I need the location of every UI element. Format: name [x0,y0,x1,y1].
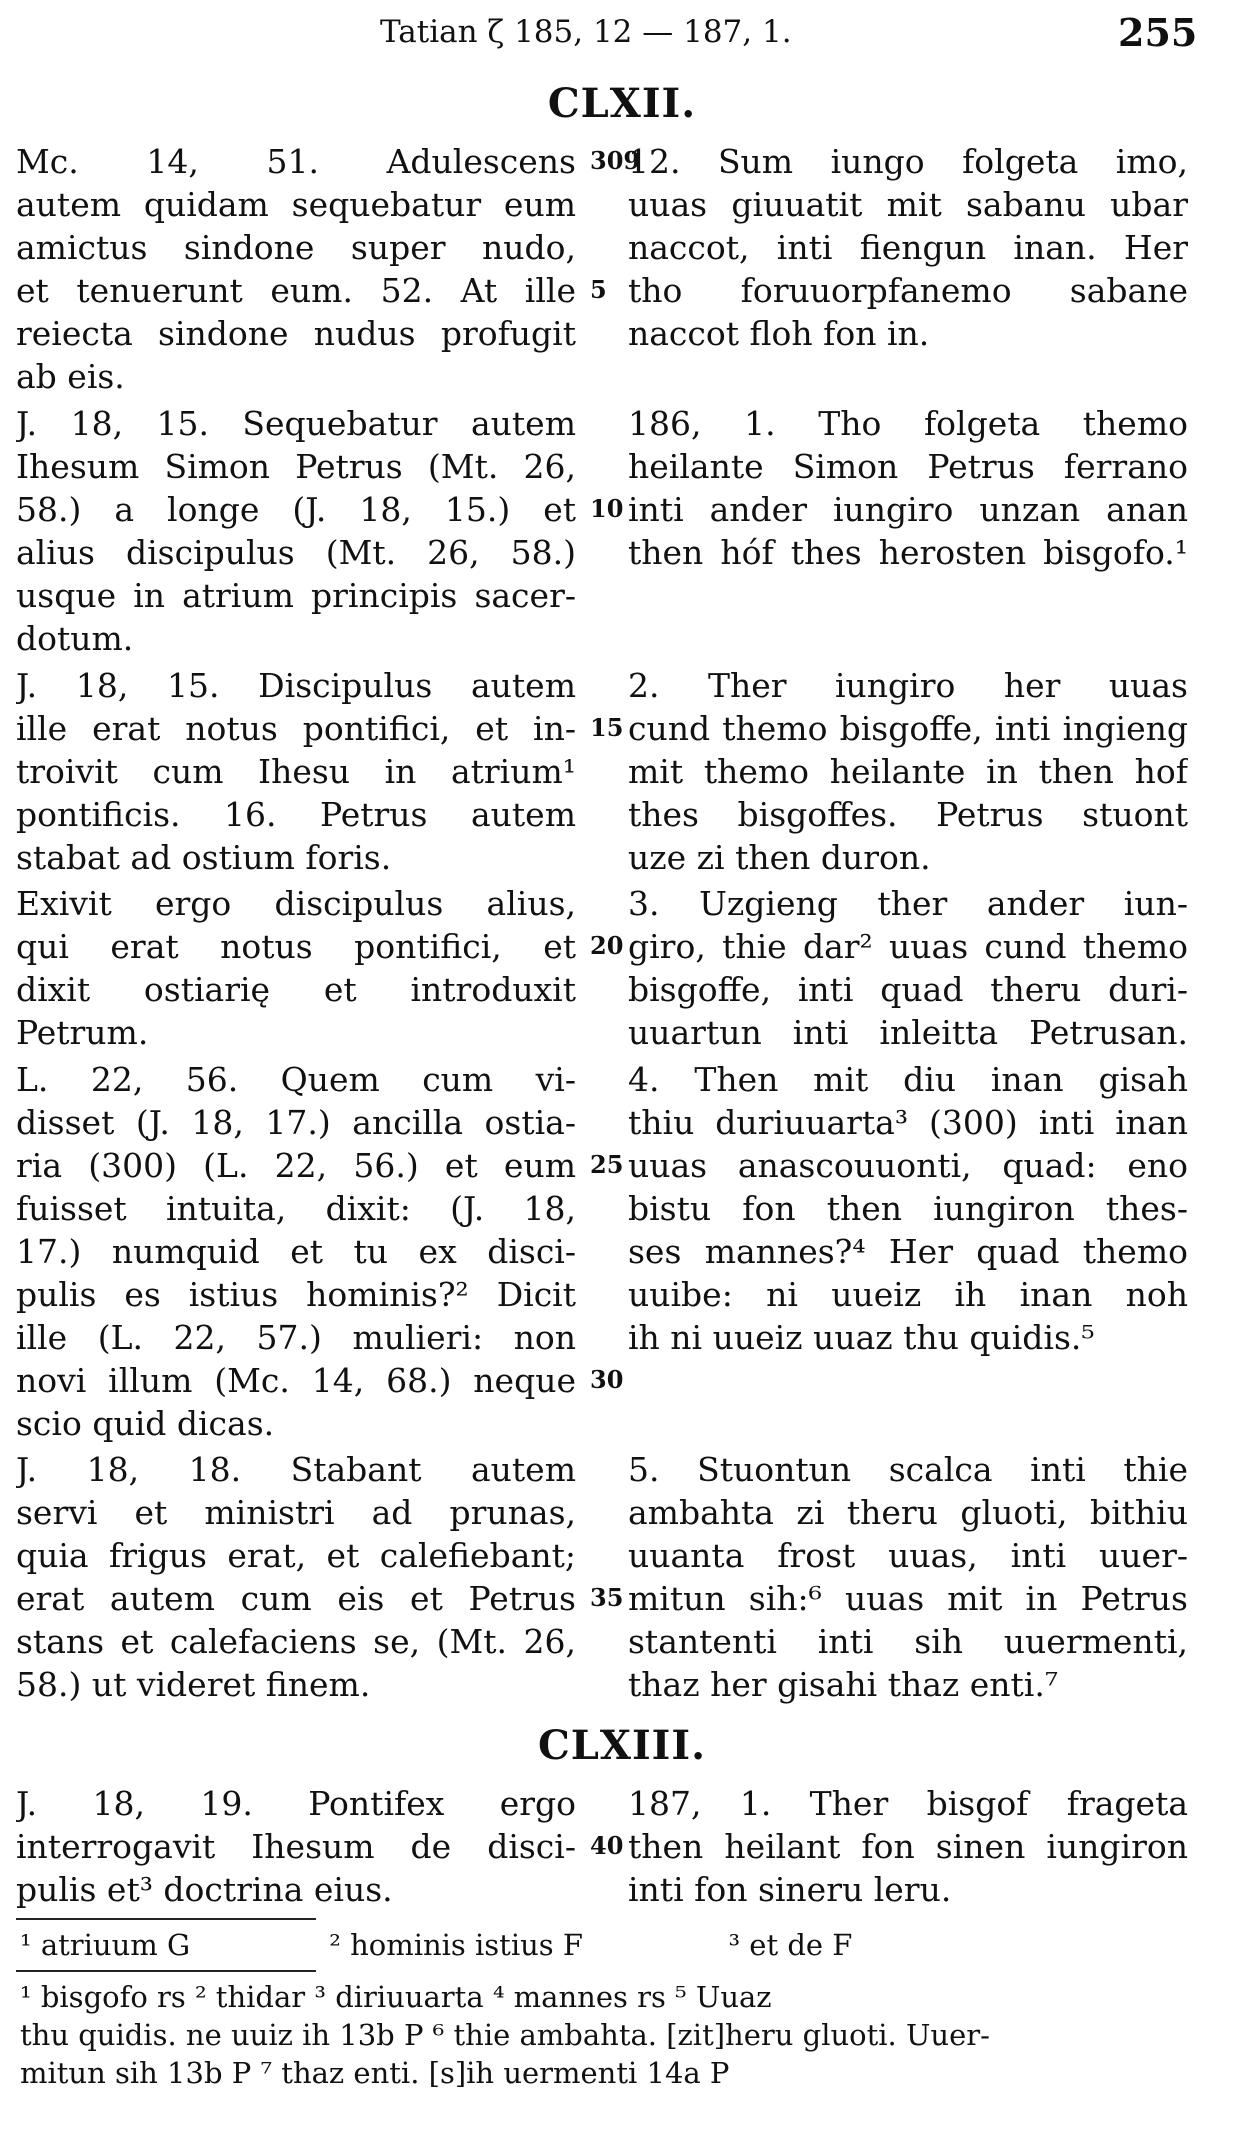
ohg-column [628,664,1188,879]
ohg-column [628,1782,1188,1911]
latin-line: Petrum. [16,1013,149,1052]
ohg-line: naccot floh fon in. [628,314,930,353]
ohg-column [628,1058,1188,1359]
footnote: ² hominis istius F [329,1928,584,1962]
ohg-line: inti ander iungiro unzan anan [628,490,1188,529]
ohg-line: 186, 1. Tho folgeta themo [628,404,1188,443]
line-number: 309 [590,146,641,175]
running-head [0,10,1244,56]
latin-line: ille erat notus pontifici, et in- [16,709,576,748]
latin-line: J. 18, 18. Stabant autem [16,1450,576,1489]
ohg-line: 2. Ther iungiro her uuas [628,666,1188,705]
ohg-line: bistu fon then iungiron thes- [628,1189,1188,1228]
latin-line: fuisset intuita, dixit: (J. 18, [16,1189,576,1228]
latin-line: novi illum (Mc. 14, 68.) neque [16,1361,576,1400]
latin-line: usque in atrium principis sacer- [16,576,576,615]
latin-line: Mc. 14, 51. Adulescens [16,142,576,181]
latin-line: stans et calefaciens se, (Mt. 26, [16,1622,576,1661]
latin-column [16,402,576,660]
ohg-line: uuas anascouuonti, quad: eno [628,1146,1188,1185]
ohg-line: then hóf thes herosten bisgofo.¹ [628,533,1188,572]
ohg-footnote-line: ¹ bisgofo rs ² thidar ³ diriuuarta ⁴ mannes rs ⁵ Uuaz [20,1980,772,2014]
latin-line: troivit cum Ihesu in atrium¹ [16,752,576,791]
latin-line: pontificis. 16. Petrus autem [16,795,576,834]
ohg-footnote-line: mitun sih 13b P ⁷ thaz enti. [s]ih uermenti 14a P [20,2056,730,2090]
ohg-line: mit themo heilante in then hof [628,752,1188,791]
ohg-line: naccot, inti fiengun inan. Her [628,228,1188,267]
latin-line: alius discipulus (Mt. 26, 58.) [16,533,576,572]
latin-line: interrogavit Ihesum de disci- [16,1827,576,1866]
latin-line: dixit ostiarię et introduxit [16,970,576,1009]
latin-column [16,1058,576,1445]
ohg-column [628,140,1188,355]
latin-line: autem quidam sequebatur eum [16,185,576,224]
ohg-line: 5. Stuontun scalca inti thie [628,1450,1188,1489]
ohg-line: ih ni uueiz uuaz thu quidis.⁵ [628,1318,1095,1357]
latin-line: J. 18, 15. Discipulus autem [16,666,576,705]
ohg-line: giro, thie dar² uuas cund themo [628,927,1188,966]
ohg-line: thaz her gisahi thaz enti.⁷ [628,1665,1059,1704]
footnote-rule [16,1918,316,1920]
latin-line: 58.) ut videret finem. [16,1665,371,1704]
latin-line: 17.) numquid et tu ex disci- [16,1232,576,1271]
line-number: 25 [590,1150,624,1179]
ohg-line: ses mannes?⁴ Her quad themo [628,1232,1188,1271]
ohg-line: 187, 1. Ther bisgof frageta [628,1784,1188,1823]
ohg-line: 4. Then mit diu inan gisah [628,1060,1188,1099]
ohg-line: tho foruuorpfanemo sabane [628,271,1188,310]
latin-line: qui erat notus pontifici, et [16,927,576,966]
ohg-line: 3. Uzgieng ther ander iun- [628,884,1188,923]
running-title: Tatian ζ 185, 12 — 187, 1. [380,14,792,50]
latin-line: et tenuerunt eum. 52. At ille [16,271,576,310]
ohg-line: uuartun inti inleitta Petrusan. [628,1013,1188,1052]
latin-column [16,1782,576,1911]
ohg-line: stantenti inti sih uuermenti, [628,1622,1188,1661]
latin-line: amictus sindone super nudo, [16,228,576,267]
ohg-line: 12. Sum iungo folgeta imo, [628,142,1188,181]
latin-column [16,882,576,1054]
latin-column [16,140,576,398]
latin-line: J. 18, 15. Sequebatur autem [16,404,576,443]
latin-column [16,664,576,879]
latin-line: Ihesum Simon Petrus (Mt. 26, [16,447,576,486]
line-number: 30 [590,1365,624,1394]
ohg-column [628,1448,1188,1706]
ohg-line: uuanta frost uuas, inti uuer- [628,1536,1188,1575]
ohg-line: uuas giuuatit mit sabanu ubar [628,185,1188,224]
footnote: ³ et de F [728,1928,853,1962]
latin-line: pulis et³ doctrina eius. [16,1870,393,1909]
ohg-line: inti fon sineru leru. [628,1870,952,1909]
line-number: 40 [590,1831,624,1860]
latin-line: L. 22, 56. Quem cum vi- [16,1060,576,1099]
latin-line: scio quid dicas. [16,1404,275,1443]
latin-line: ab eis. [16,357,125,396]
ohg-column [628,402,1188,574]
latin-line: quia frigus erat, et calefiebant; [16,1536,576,1575]
latin-line: ria (300) (L. 22, 56.) et eum [16,1146,576,1185]
line-number: 5 [590,275,607,304]
latin-line: disset (J. 18, 17.) ancilla ostia- [16,1103,576,1142]
latin-line: servi et ministri ad prunas, [16,1493,576,1532]
latin-line: dotum. [16,619,134,658]
latin-line: pulis es istius hominis?² Dicit [16,1275,576,1314]
page-number: 255 [1118,10,1198,55]
latin-line: erat autem cum eis et Petrus [16,1579,576,1618]
ohg-line: uuibe: ni uueiz ih inan noh [628,1275,1188,1314]
ohg-line: uze zi then duron. [628,838,931,877]
footnote-rule [16,1970,316,1972]
latin-line: Exivit ergo discipulus alius, [16,884,576,923]
ohg-line: heilante Simon Petrus ferrano [628,447,1188,486]
section-heading: CLXIII. [537,1722,707,1769]
ohg-column [628,882,1188,1054]
latin-line: ille (L. 22, 57.) mulieri: non [16,1318,576,1357]
ohg-line: then heilant fon sinen iungiron [628,1827,1188,1866]
line-number: 20 [590,931,624,960]
ohg-line: cund themo bisgoffe, inti ingieng [628,709,1188,748]
ohg-line: mitun sih:⁶ uuas mit in Petrus [628,1579,1188,1618]
latin-line: reiecta sindone nudus profugit [16,314,576,353]
ohg-line: bisgoffe, inti quad theru duri- [628,970,1188,1009]
footnote: ¹ atriuum G [20,1928,191,1962]
line-number: 15 [590,713,624,742]
section-heading: CLXII. [547,80,697,127]
ohg-line: thiu duriuuarta³ (300) inti inan [628,1103,1188,1142]
line-number: 10 [590,494,624,523]
latin-footnotes [20,1926,1200,1964]
latin-line: J. 18, 19. Pontifex ergo [16,1784,576,1823]
ohg-line: ambahta zi theru gluoti, bithiu [628,1493,1188,1532]
ohg-line: thes bisgoffes. Petrus stuont [628,795,1188,834]
latin-column [16,1448,576,1706]
latin-line: 58.) a longe (J. 18, 15.) et [16,490,576,529]
line-number: 35 [590,1583,624,1612]
ohg-footnote-line: thu quidis. ne uuiz ih 13b P ⁶ thie ambahta. [zit]heru gluoti. Uuer- [20,2018,990,2052]
latin-line: stabat ad ostium foris. [16,838,392,877]
